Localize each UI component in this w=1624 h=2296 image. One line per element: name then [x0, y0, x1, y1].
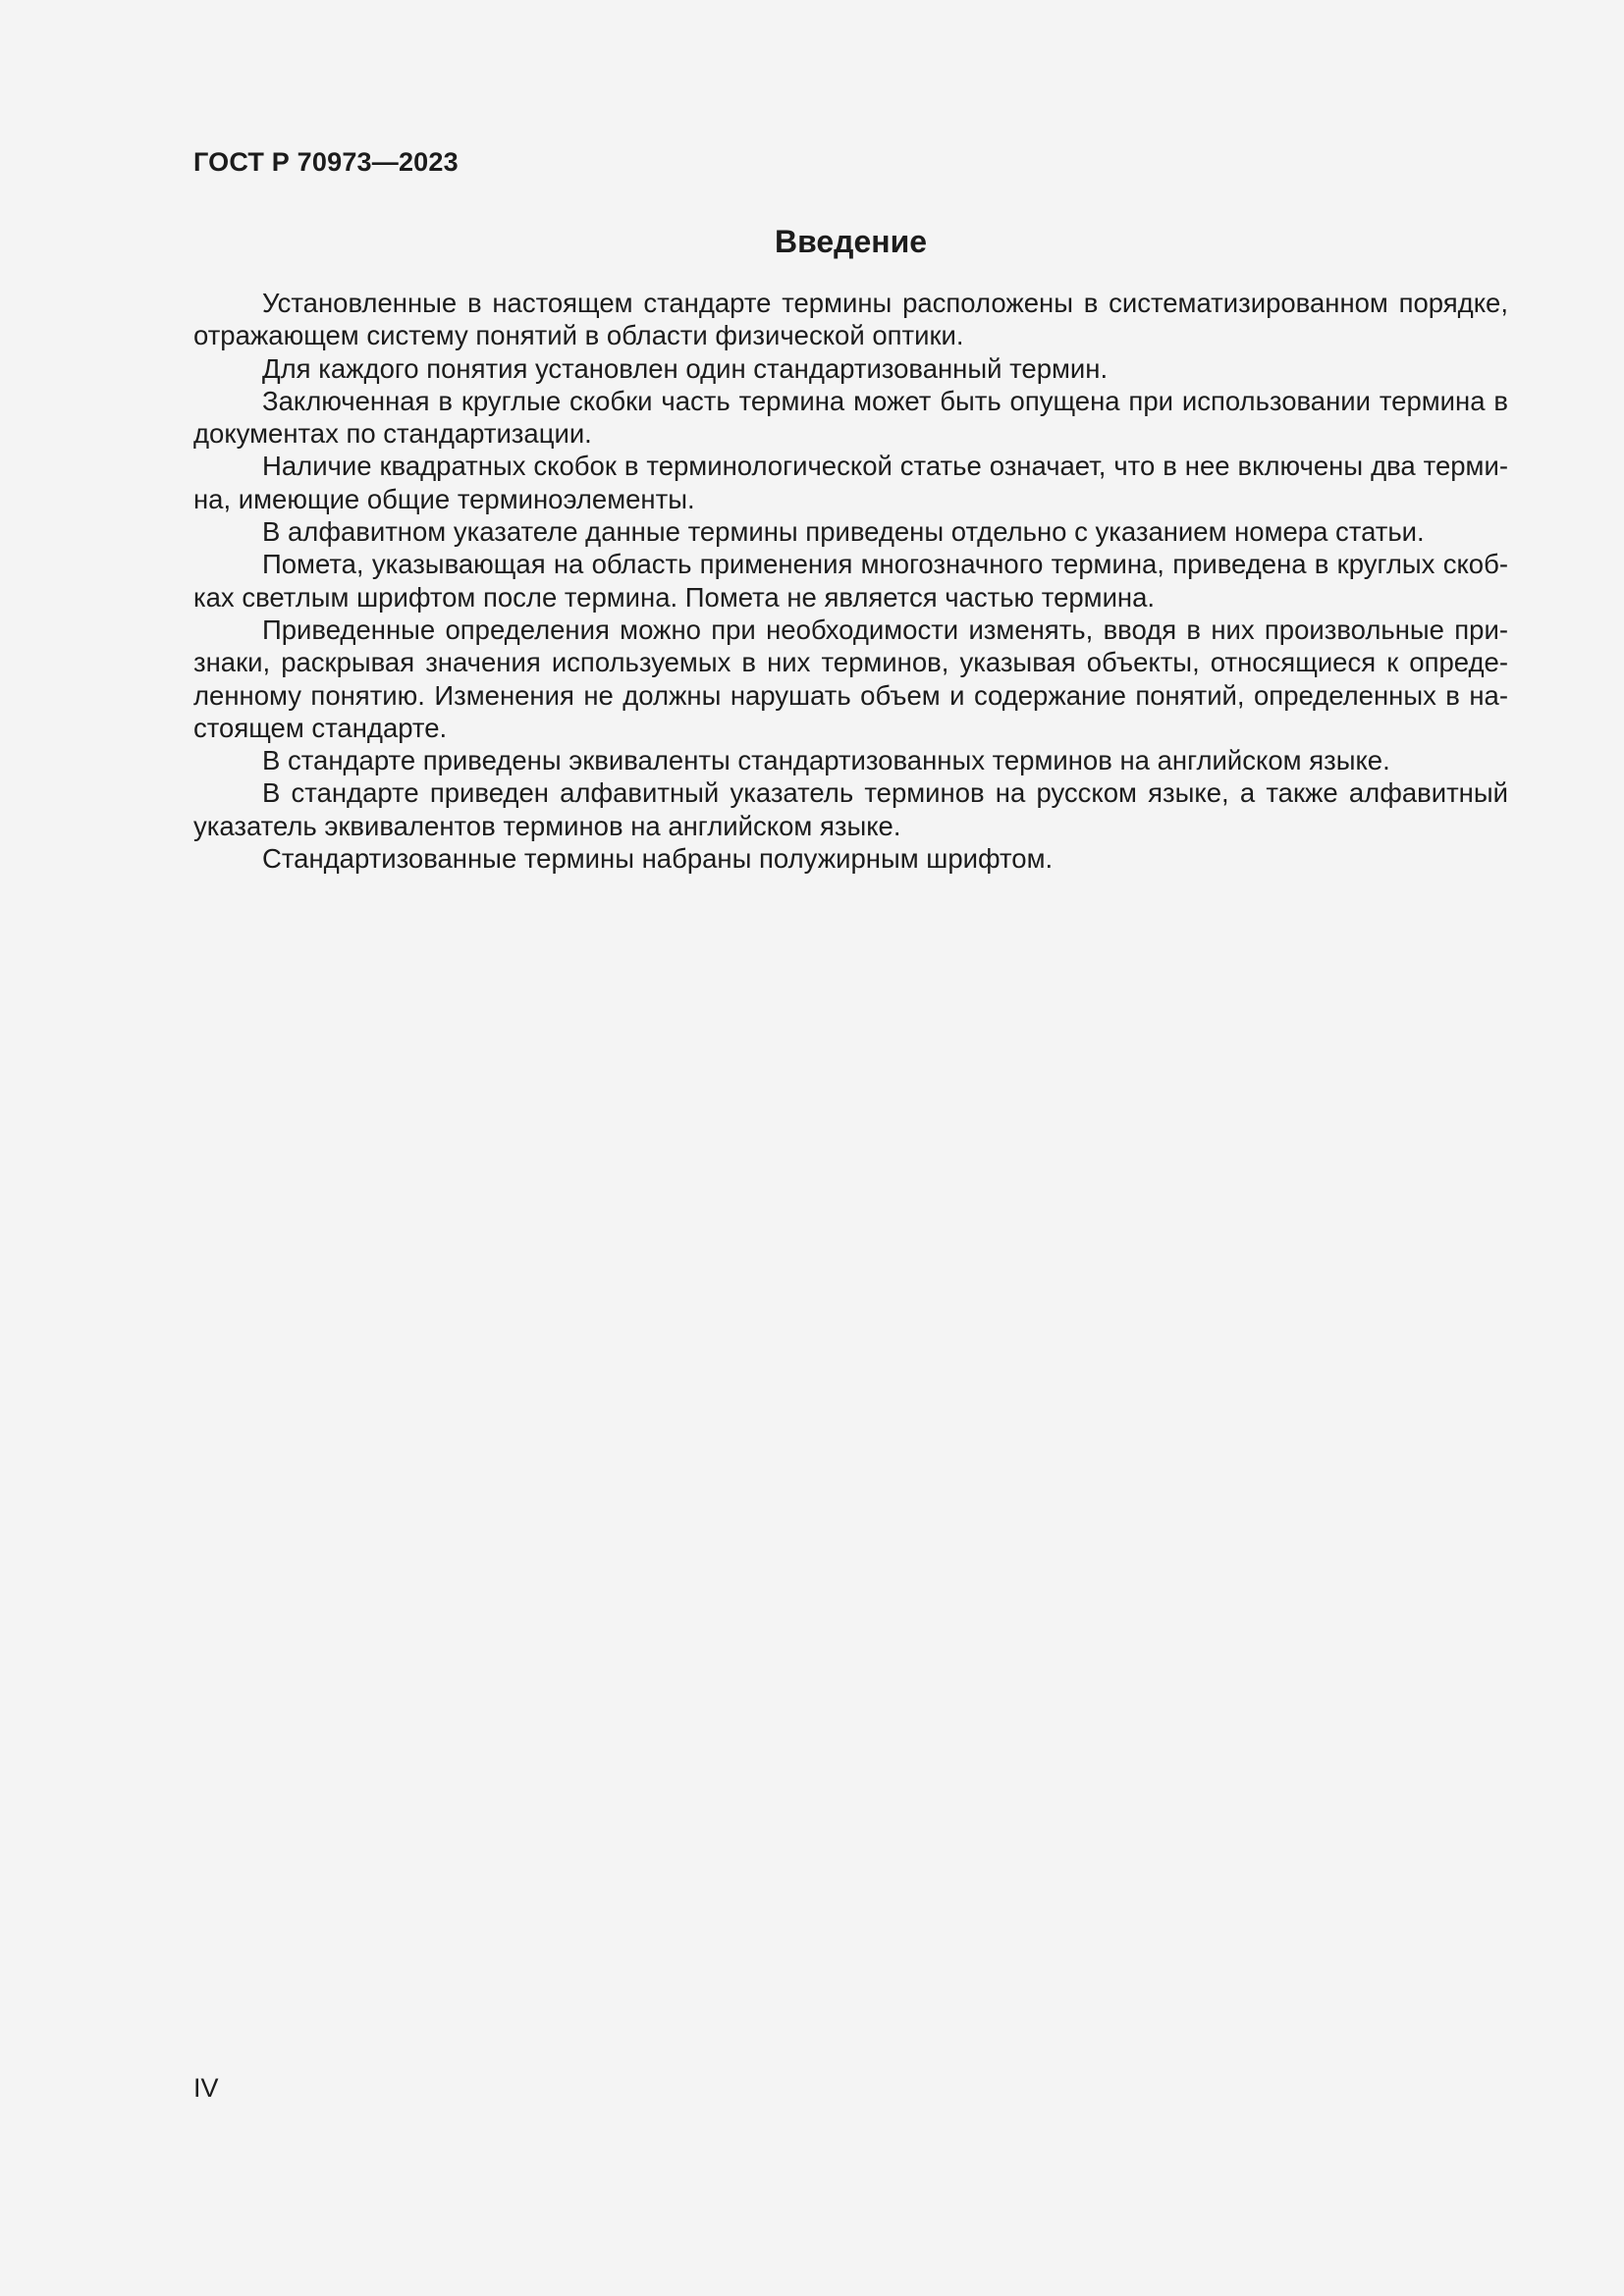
paragraph: Заключенная в круглые скобки часть термина может быть опущена при использовании термина в документах по стандартизации. — [193, 385, 1508, 450]
introduction-body — [193, 287, 1508, 875]
paragraph: Стандартизованные термины набраны полужирным шрифтом. — [262, 843, 1054, 875]
paragraph: В стандарте приведен алфавитный указатель терминов на русском языке, а также алфавитный указатель эквивалентов терминов на английском языке. — [193, 777, 1508, 841]
section-title: Введение — [774, 224, 928, 259]
paragraph: Помета, указывающая на область применения многозначного термина, приведена в круглых скобках светлым шрифтом после термина. Помета не является частью термина. — [193, 549, 1508, 613]
paragraph: В стандарте приведены эквиваленты стандартизованных терминов на английском языке. — [262, 745, 1390, 776]
page-number: IV — [193, 2073, 219, 2103]
paragraph: Наличие квадратных скобок в терминологической статье означает, что в нее включены два термина, имеющие общие терминоэлементы. — [193, 451, 1508, 514]
paragraph: В алфавитном указателе данные термины приведены отдельно с указанием номера статьи. — [262, 516, 1425, 548]
paragraph: Для каждого понятия установлен один стандартизованный термин. — [262, 352, 1109, 384]
paragraph: Приведенные определения можно при необходимости изменять, вводя в них произвольные признаки, раскрывая значения используемых в них терминов, указывая объекты, относящиеся к определенному понятию. Изменения не должны нарушать объем и содержание понятий, определенных в настоящем стандарте. — [193, 614, 1508, 743]
standard-designation: ГОСТ Р 70973—2023 — [193, 147, 459, 177]
paragraph: Установленные в настоящем стандарте термины расположены в систематизированном порядке, отражающем систему понятий в области физической оптики. — [193, 288, 1508, 351]
